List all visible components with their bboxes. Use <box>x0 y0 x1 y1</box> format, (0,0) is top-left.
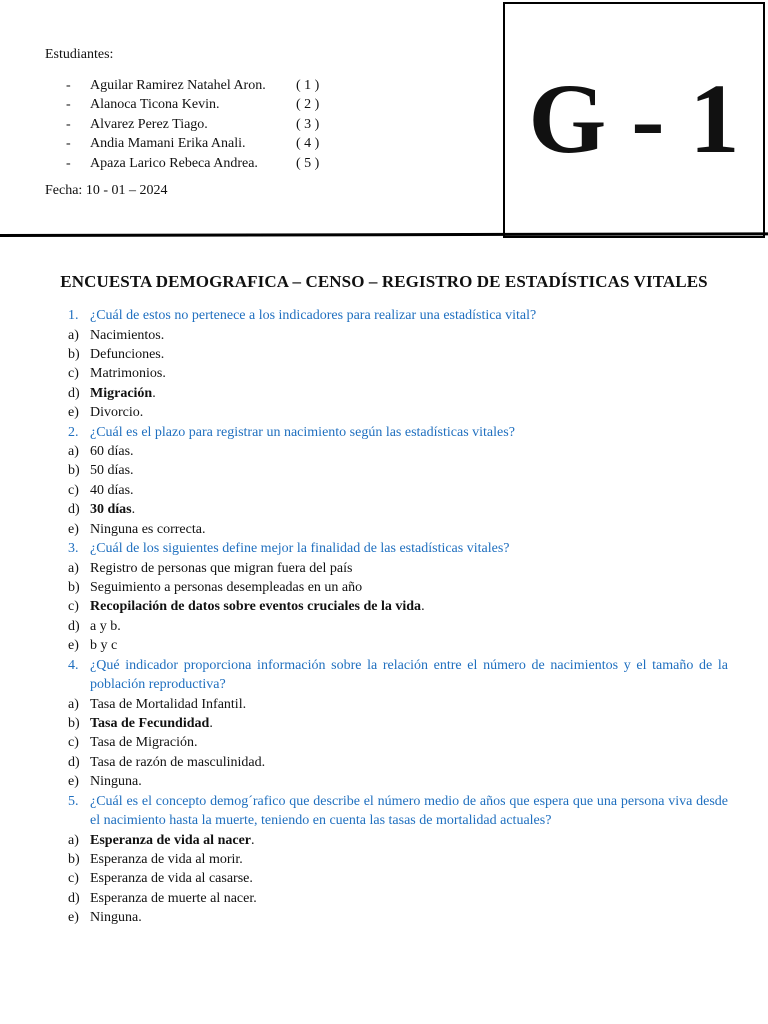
option-suffix: . <box>131 502 136 518</box>
option-letter: a) <box>68 832 79 848</box>
list-bullet: - <box>66 155 71 171</box>
option-text: 50 días. <box>90 463 134 479</box>
answer-option <box>68 636 728 655</box>
option-letter: e) <box>68 638 79 654</box>
option-letter: c) <box>68 366 79 382</box>
option-letter: b) <box>68 852 80 868</box>
option-text: Tasa de Migración. <box>90 735 198 751</box>
option-letter: a) <box>68 696 79 712</box>
option-text: Defunciones. <box>90 346 165 362</box>
option-letter: c) <box>68 599 79 615</box>
option-letter: a) <box>68 327 79 343</box>
student-name: Andia Mamani Erika Anali. <box>90 136 246 152</box>
option-text: Matrimonios. <box>90 366 166 382</box>
document-header <box>0 0 768 240</box>
date-line: Fecha: 10 - 01 – 2024 <box>45 183 168 198</box>
question-text: ¿Cuál es el plazo para registrar un nacimiento según las estadísticas vitales? <box>90 424 515 440</box>
list-bullet: - <box>66 78 71 93</box>
question-text: ¿Cuál de estos no pertenece a los indicadores para realizar una estadística vital? <box>90 308 537 323</box>
option-text: Registro de personas que migran fuera del país <box>90 560 353 576</box>
answer-option <box>68 733 728 752</box>
option-letter: d) <box>68 385 80 401</box>
option-letter: e) <box>68 910 79 926</box>
option-letter: d) <box>68 754 80 770</box>
question <box>68 423 728 443</box>
document-title: ENCUESTA DEMOGRAFICA – CENSO – REGISTRO DE ESTADÍSTICAS VITALES <box>60 272 708 291</box>
option-text: Esperanza de vida al casarse. <box>90 871 253 887</box>
option-text: Esperanza de vida al morir. <box>90 852 243 868</box>
option-letter: d) <box>68 618 80 634</box>
option-letter: e) <box>68 774 79 790</box>
answer-option <box>68 403 728 422</box>
group-code: G - 1 <box>528 63 740 174</box>
student-number: ( 3 ) <box>296 116 320 132</box>
question-number: 3. <box>68 541 79 557</box>
option-text: Esperanza de muerte al nacer. <box>90 890 257 906</box>
list-bullet: - <box>66 136 71 152</box>
student-name: Apaza Larico Rebeca Andrea. <box>90 155 258 171</box>
answer-option-correct <box>68 597 728 616</box>
option-suffix: . <box>251 832 255 848</box>
answer-option <box>68 520 728 539</box>
question <box>68 792 728 831</box>
option-text: Nacimientos. <box>90 327 165 343</box>
option-letter: b) <box>68 579 80 595</box>
option-letter: e) <box>68 405 79 421</box>
option-text: 40 días. <box>90 482 134 498</box>
student-number: ( 5 ) <box>296 155 320 171</box>
list-bullet: - <box>66 97 71 113</box>
question-text: ¿Qué indicador proporciona información sobre la relación entre el número de nacimientos y el tamaño de la población reproductiva? <box>90 657 728 693</box>
answer-option <box>68 695 728 714</box>
answer-option <box>68 889 728 908</box>
answer-option <box>68 461 728 480</box>
option-letter: b) <box>68 346 80 362</box>
option-text: 30 días <box>90 502 132 518</box>
question-text: ¿Cuál es el concepto demog´rafico que describe el número medio de años que espera que una persona viva desde el nacimiento hasta la muerte, teniendo en cuenta las tasas de mortalidad actuales? <box>90 793 728 829</box>
answer-option-correct <box>68 384 728 403</box>
student-name: Aguilar Ramirez Natahel Aron. <box>90 78 266 93</box>
answer-option <box>68 753 728 772</box>
option-text: Tasa de razón de masculinidad. <box>90 754 266 770</box>
list-bullet: - <box>66 116 71 132</box>
option-letter: a) <box>68 444 79 460</box>
answer-option-correct <box>68 714 728 733</box>
answer-option <box>68 850 728 869</box>
answer-option <box>68 481 728 500</box>
answer-option <box>68 617 728 636</box>
option-letter: c) <box>68 871 79 887</box>
answer-option <box>68 908 728 927</box>
student-number: ( 2 ) <box>296 97 320 113</box>
option-text: Seguimiento a personas desempleadas en un año <box>90 579 363 595</box>
option-letter: d) <box>68 502 80 518</box>
student-name: Alanoca Ticona Kevin. <box>90 97 220 113</box>
question-number: 1. <box>68 308 79 323</box>
option-text: Divorcio. <box>90 405 144 421</box>
answer-option <box>68 345 728 364</box>
option-letter: c) <box>68 735 79 751</box>
question <box>68 306 728 326</box>
question-number: 2. <box>68 424 79 440</box>
question-number: 5. <box>68 793 79 809</box>
option-text: Ninguna. <box>90 774 142 790</box>
option-suffix: . <box>421 599 425 615</box>
group-box <box>503 2 765 238</box>
option-text: Migración <box>90 385 153 401</box>
option-text: a y b. <box>90 618 121 634</box>
answer-option <box>68 559 728 578</box>
student-number: ( 4 ) <box>296 136 320 152</box>
answer-option <box>68 772 728 791</box>
question <box>68 539 728 559</box>
option-suffix: . <box>209 716 213 731</box>
answer-option <box>68 442 728 461</box>
question-text: ¿Cuál de los siguientes define mejor la finalidad de las estadísticas vitales? <box>90 541 510 557</box>
option-text: 60 días. <box>90 444 134 460</box>
student-name: Alvarez Perez Tiago. <box>90 116 208 132</box>
option-text: Tasa de Fecundidad <box>90 716 210 731</box>
answer-option <box>68 364 728 383</box>
answer-option-correct <box>68 500 728 519</box>
student-number: ( 1 ) <box>296 78 320 93</box>
questions-list <box>68 306 728 928</box>
option-text: Ninguna. <box>90 910 142 926</box>
answer-option <box>68 578 728 597</box>
option-text: b y c <box>90 638 118 654</box>
option-text: Ninguna es correcta. <box>90 521 206 537</box>
option-letter: b) <box>68 716 80 731</box>
option-letter: e) <box>68 521 79 537</box>
option-text: Recopilación de datos sobre eventos cruciales de la vida <box>90 599 422 615</box>
option-letter: b) <box>68 463 80 479</box>
option-letter: d) <box>68 890 80 906</box>
option-text: Esperanza de vida al nacer <box>90 832 251 848</box>
answer-option <box>68 326 728 345</box>
question <box>68 656 728 695</box>
students-label: Estudiantes: <box>45 47 114 62</box>
option-suffix: . <box>152 385 156 401</box>
question-number: 4. <box>68 657 79 673</box>
option-letter: c) <box>68 482 79 498</box>
answer-option-correct <box>68 831 728 850</box>
option-letter: a) <box>68 560 79 576</box>
option-text: Tasa de Mortalidad Infantil. <box>90 696 247 712</box>
answer-option <box>68 869 728 888</box>
